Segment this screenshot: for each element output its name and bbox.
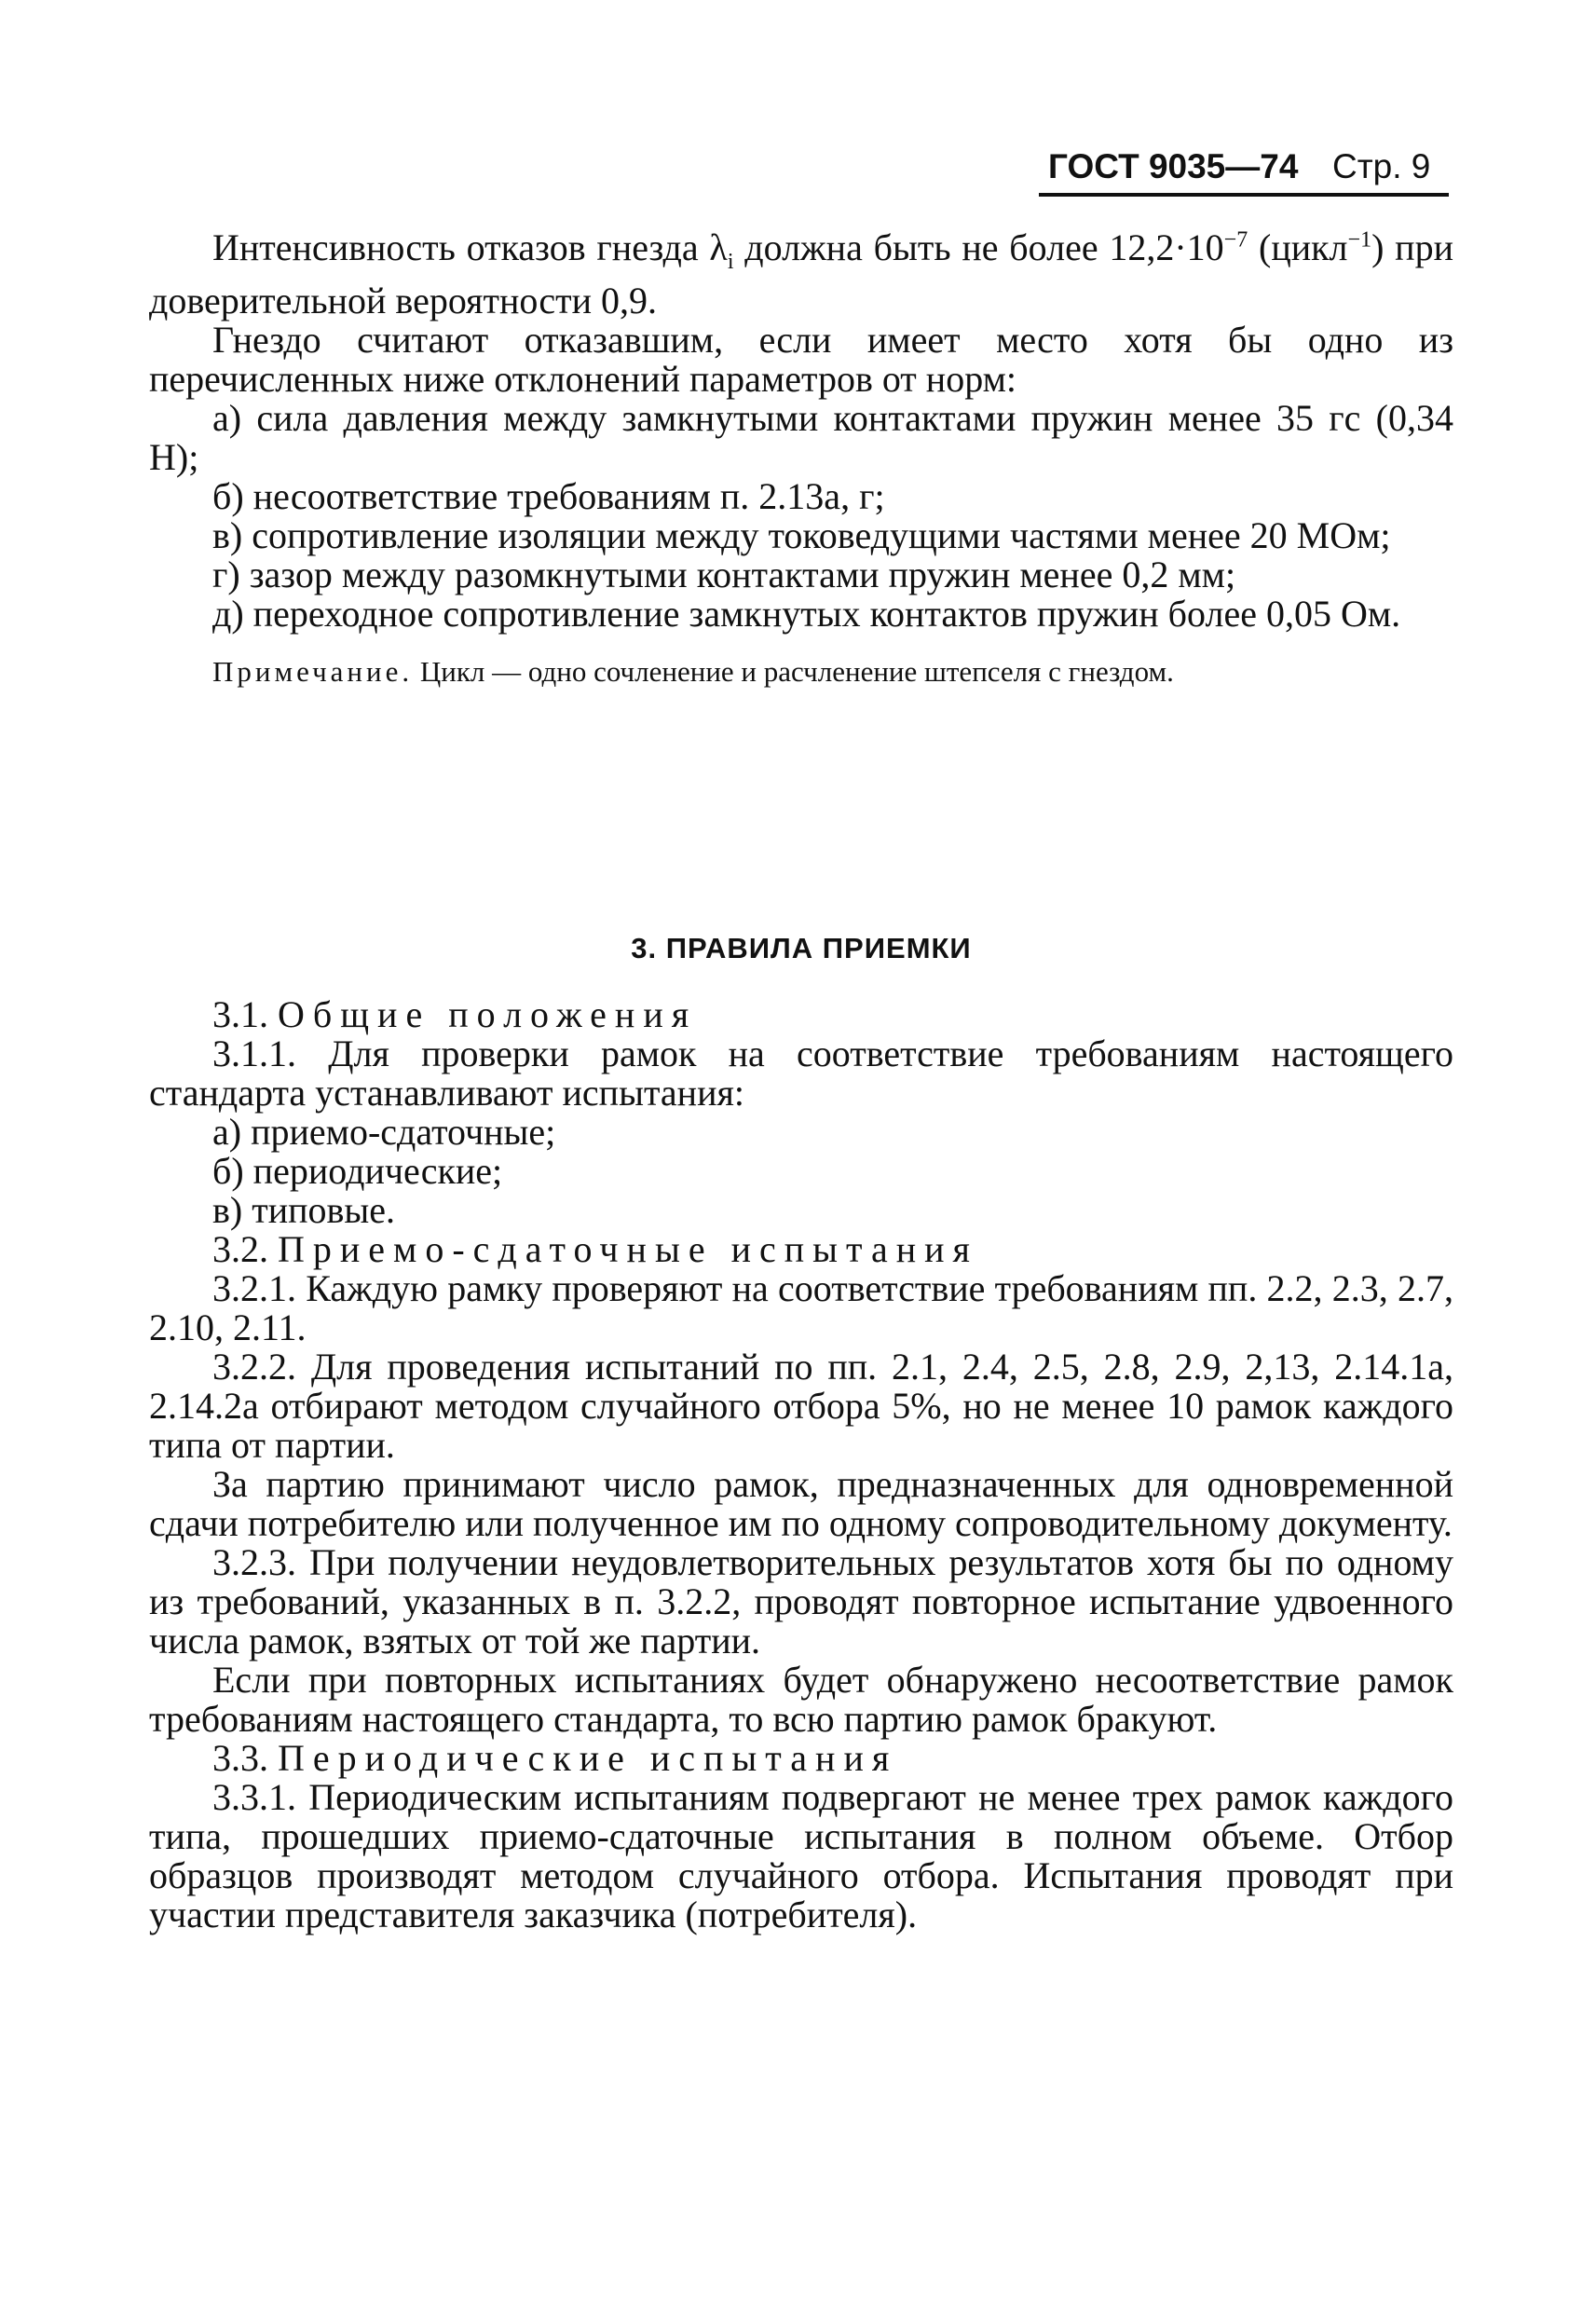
paragraph-3-2-2: 3.2.2. Для проведения испытаний по пп. 2.1, 2.4, 2.5, 2.8, 2.9, 2,13, 2.14.1а, 2.14.2а отбирают методом случайного отбора 5%, но не менее 10 рамок каждого типа от партии.	[149, 1346, 1453, 1466]
list-item: б) периодические;	[212, 1150, 503, 1192]
subsection-3-3-heading: 3.3. Периодические испытания	[212, 1737, 898, 1779]
note-title: Примечание.	[212, 655, 414, 688]
reject-paragraph: Если при повторных испытаниях будет обнаружено несоответствие рамок требованиям настоящего стандарта, то всю партию рамок бракуют.	[149, 1659, 1453, 1740]
standard-number: ГОСТ 9035—74	[1048, 147, 1299, 185]
list-item: а) приемо-сдаточные;	[212, 1111, 556, 1153]
paragraph-3-2-1: 3.2.1. Каждую рамку проверяют на соответствие требованиям пп. 2.2, 2.3, 2.7, 2.10, 2.11.	[149, 1267, 1453, 1348]
note-text: Цикл — одно сочленение и расчленение штепселя с гнездом.	[413, 655, 1174, 688]
list-item: в) сопротивление изоляции между токоведущими частями менее 20 МОм;	[212, 514, 1391, 556]
section-3-body	[149, 995, 1453, 1935]
paragraph-3-2-3: 3.2.3. При получении неудовлетворительных результатов хотя бы по одному из требований, указанных в п. 3.2.2, проводят повторное испытание удвоенного числа рамок, взятых от той же партии.	[149, 1541, 1453, 1661]
paragraph-3-1-1: 3.1.1. Для проверки рамок на соответствие требованиям настоящего стандарта устанавливают испытания:	[149, 1032, 1453, 1114]
note-paragraph	[149, 654, 1453, 690]
subsection-3-2-heading: 3.2. Приемо-сдаточные испытания	[212, 1228, 978, 1270]
failure-criteria-block	[149, 228, 1453, 690]
list-item: б) несоответствие требованиям п. 2.13а, г;	[212, 475, 885, 517]
paragraph-3-3-1: 3.3.1. Периодическим испытаниям подвергают не менее трех рамок каждого типа, прошедших приемо-сдаточные испытания в полном объеме. Отбор образцов производят методом случайного отбора. Испытания проводят при участии представителя заказчика (потребителя).	[149, 1776, 1453, 1935]
failed-intro-paragraph: Гнездо считают отказавшим, если имеет место хотя бы одно из перечисленных ниже отклонений параметров от норм:	[149, 319, 1453, 400]
page-number: Стр. 9	[1332, 147, 1431, 185]
list-item: д) переходное сопротивление замкнутых контактов пружин более 0,05 Ом.	[212, 593, 1401, 635]
subsection-3-1-heading: 3.1. Общие положения	[212, 993, 698, 1035]
section-title: 3. ПРАВИЛА ПРИЕМКИ	[631, 932, 972, 964]
list-item: г) зазор между разомкнутыми контактами пружин менее 0,2 мм;	[212, 554, 1236, 595]
list-item: в) типовые.	[212, 1189, 396, 1231]
batch-paragraph: За партию принимают число рамок, предназначенных для одновременной сдачи потребителю или полученное им по одному сопроводительному документу.	[149, 1463, 1453, 1544]
intensity-paragraph: Интенсивность отказов гнезда $\lambda_i$ должна быть не более $12,2\cdot 10^{-7}$ (цикл$^{-1}$) при доверительной вероятности 0,9.	[149, 226, 1453, 321]
list-item: а) сила давления между замкнутыми контактами пружин менее 35 гс (0,34 Н);	[149, 397, 1453, 478]
header-rule	[1039, 193, 1449, 197]
page-header	[1020, 147, 1458, 203]
